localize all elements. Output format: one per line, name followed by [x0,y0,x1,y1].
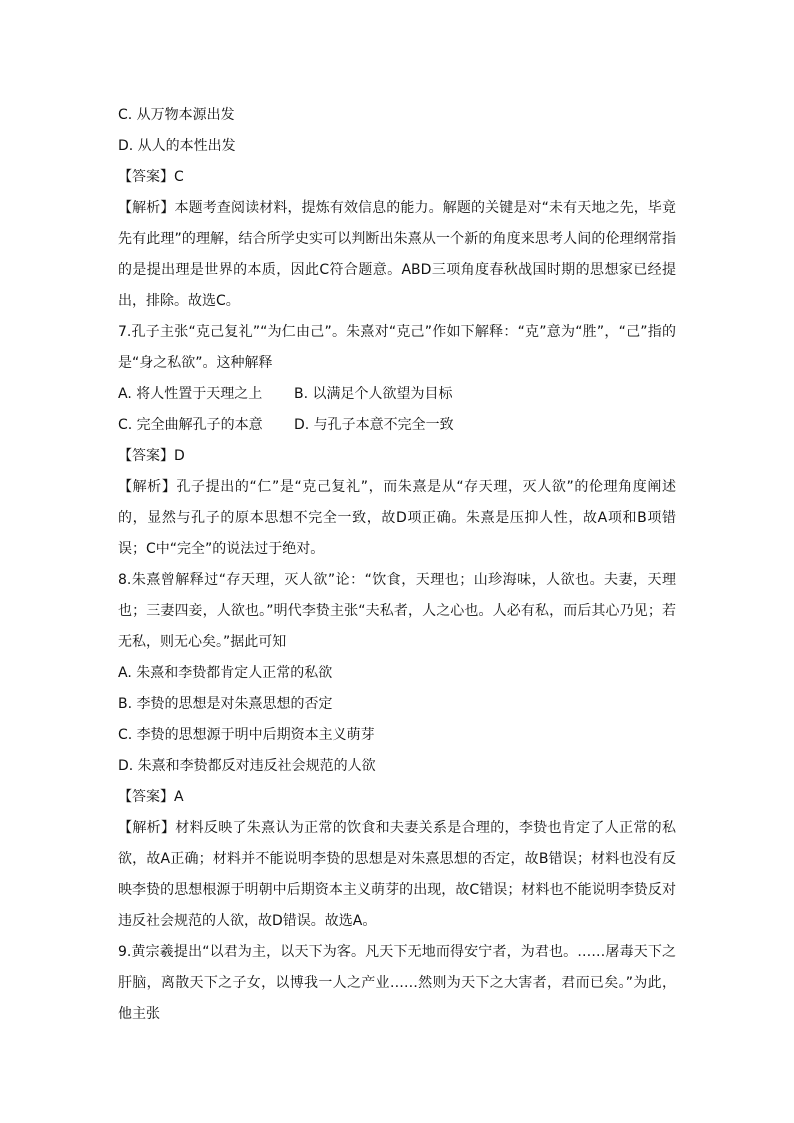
q6-answer: 【答案】C [118,169,184,185]
q7-option-d: D. 与孔子本意不完全一致 [294,417,454,433]
q8-answer: 【答案】A [118,789,184,805]
q8-stem: 8.朱熹曾解释过“存天理，灭人欲”论：“饮食，天理也；山珍海味，人欲也。夫妻，天理也；三妻四妾，人欲也。”明代李贽主张“夫私者，人之心也。人必有私，而后其心乃见；若无私，则无心矣。”据此可知 [118,572,676,650]
q8-option-a: A. 朱熹和李贽都肯定人正常的私欲 [118,665,333,681]
q7-option-b: B. 以满足个人欲望为目标 [294,386,453,402]
document-page [118,100,676,1030]
q8-option-d: D. 朱熹和李贽都反对违反社会规范的人欲 [118,758,376,774]
q7-analysis: 【解析】孔子提出的“仁”是“克己复礼”，而朱熹是从“存天理，灭人欲”的伦理角度阐述的，显然与孔子的原本思想不完全一致，故D项正确。朱熹是压抑人性，故A项和B项错误；C中“完全”的说法过于绝对。 [118,479,676,557]
q7-options-row-1 [118,379,676,410]
q6-analysis: 【解析】本题考查阅读材料，提炼有效信息的能力。解题的关键是对“未有天地之先，毕竟先有此理”的理解，结合所学史实可以判断出朱熹从一个新的角度来思考人间的伦理纲常指的是提出理是世界的本质，因此C符合题意。ABD三项角度春秋战国时期的思想家已经提出，排除。故选C。 [118,200,676,309]
q7-option-a: A. 将人性置于天理之上 [118,386,263,402]
q7-answer: 【答案】D [118,448,185,464]
q8-analysis: 【解析】材料反映了朱熹认为正常的饮食和夫妻关系是合理的，李贽也肯定了人正常的私欲，故A正确；材料并不能说明李贽的思想是对朱熹思想的否定，故B错误；材料也没有反映李贽的思想根源于明朝中后期资本主义萌芽的出现，故C错误；材料也不能说明李贽反对违反社会规范的人欲，故D错误。故选A。 [118,820,676,929]
q7-stem: 7.孔子主张“克己复礼”“为仁由己”。朱熹对“克己”作如下解释：“克”意为“胜”，“己”指的是“身之私欲”。这种解释 [118,324,677,371]
q8-option-c: C. 李贽的思想源于明中后期资本主义萌芽 [118,727,375,743]
q7-options-row-2 [118,410,676,441]
q6-option-d: D. 从人的本性出发 [118,138,236,154]
q6-option-c: C. 从万物本源出发 [118,107,235,123]
q8-option-b: B. 李贽的思想是对朱熹思想的否定 [118,696,333,712]
q9-stem: 9.黄宗羲提出“以君为主，以天下为客。凡天下无地而得安宁者，为君也。……屠毒天下之肝脑，离散天下之子女，以博我一人之产业……然则为天下之大害者，君而已矣。”为此，他主张 [118,944,676,1022]
q7-option-c: C. 完全曲解孔子的本意 [118,417,263,433]
